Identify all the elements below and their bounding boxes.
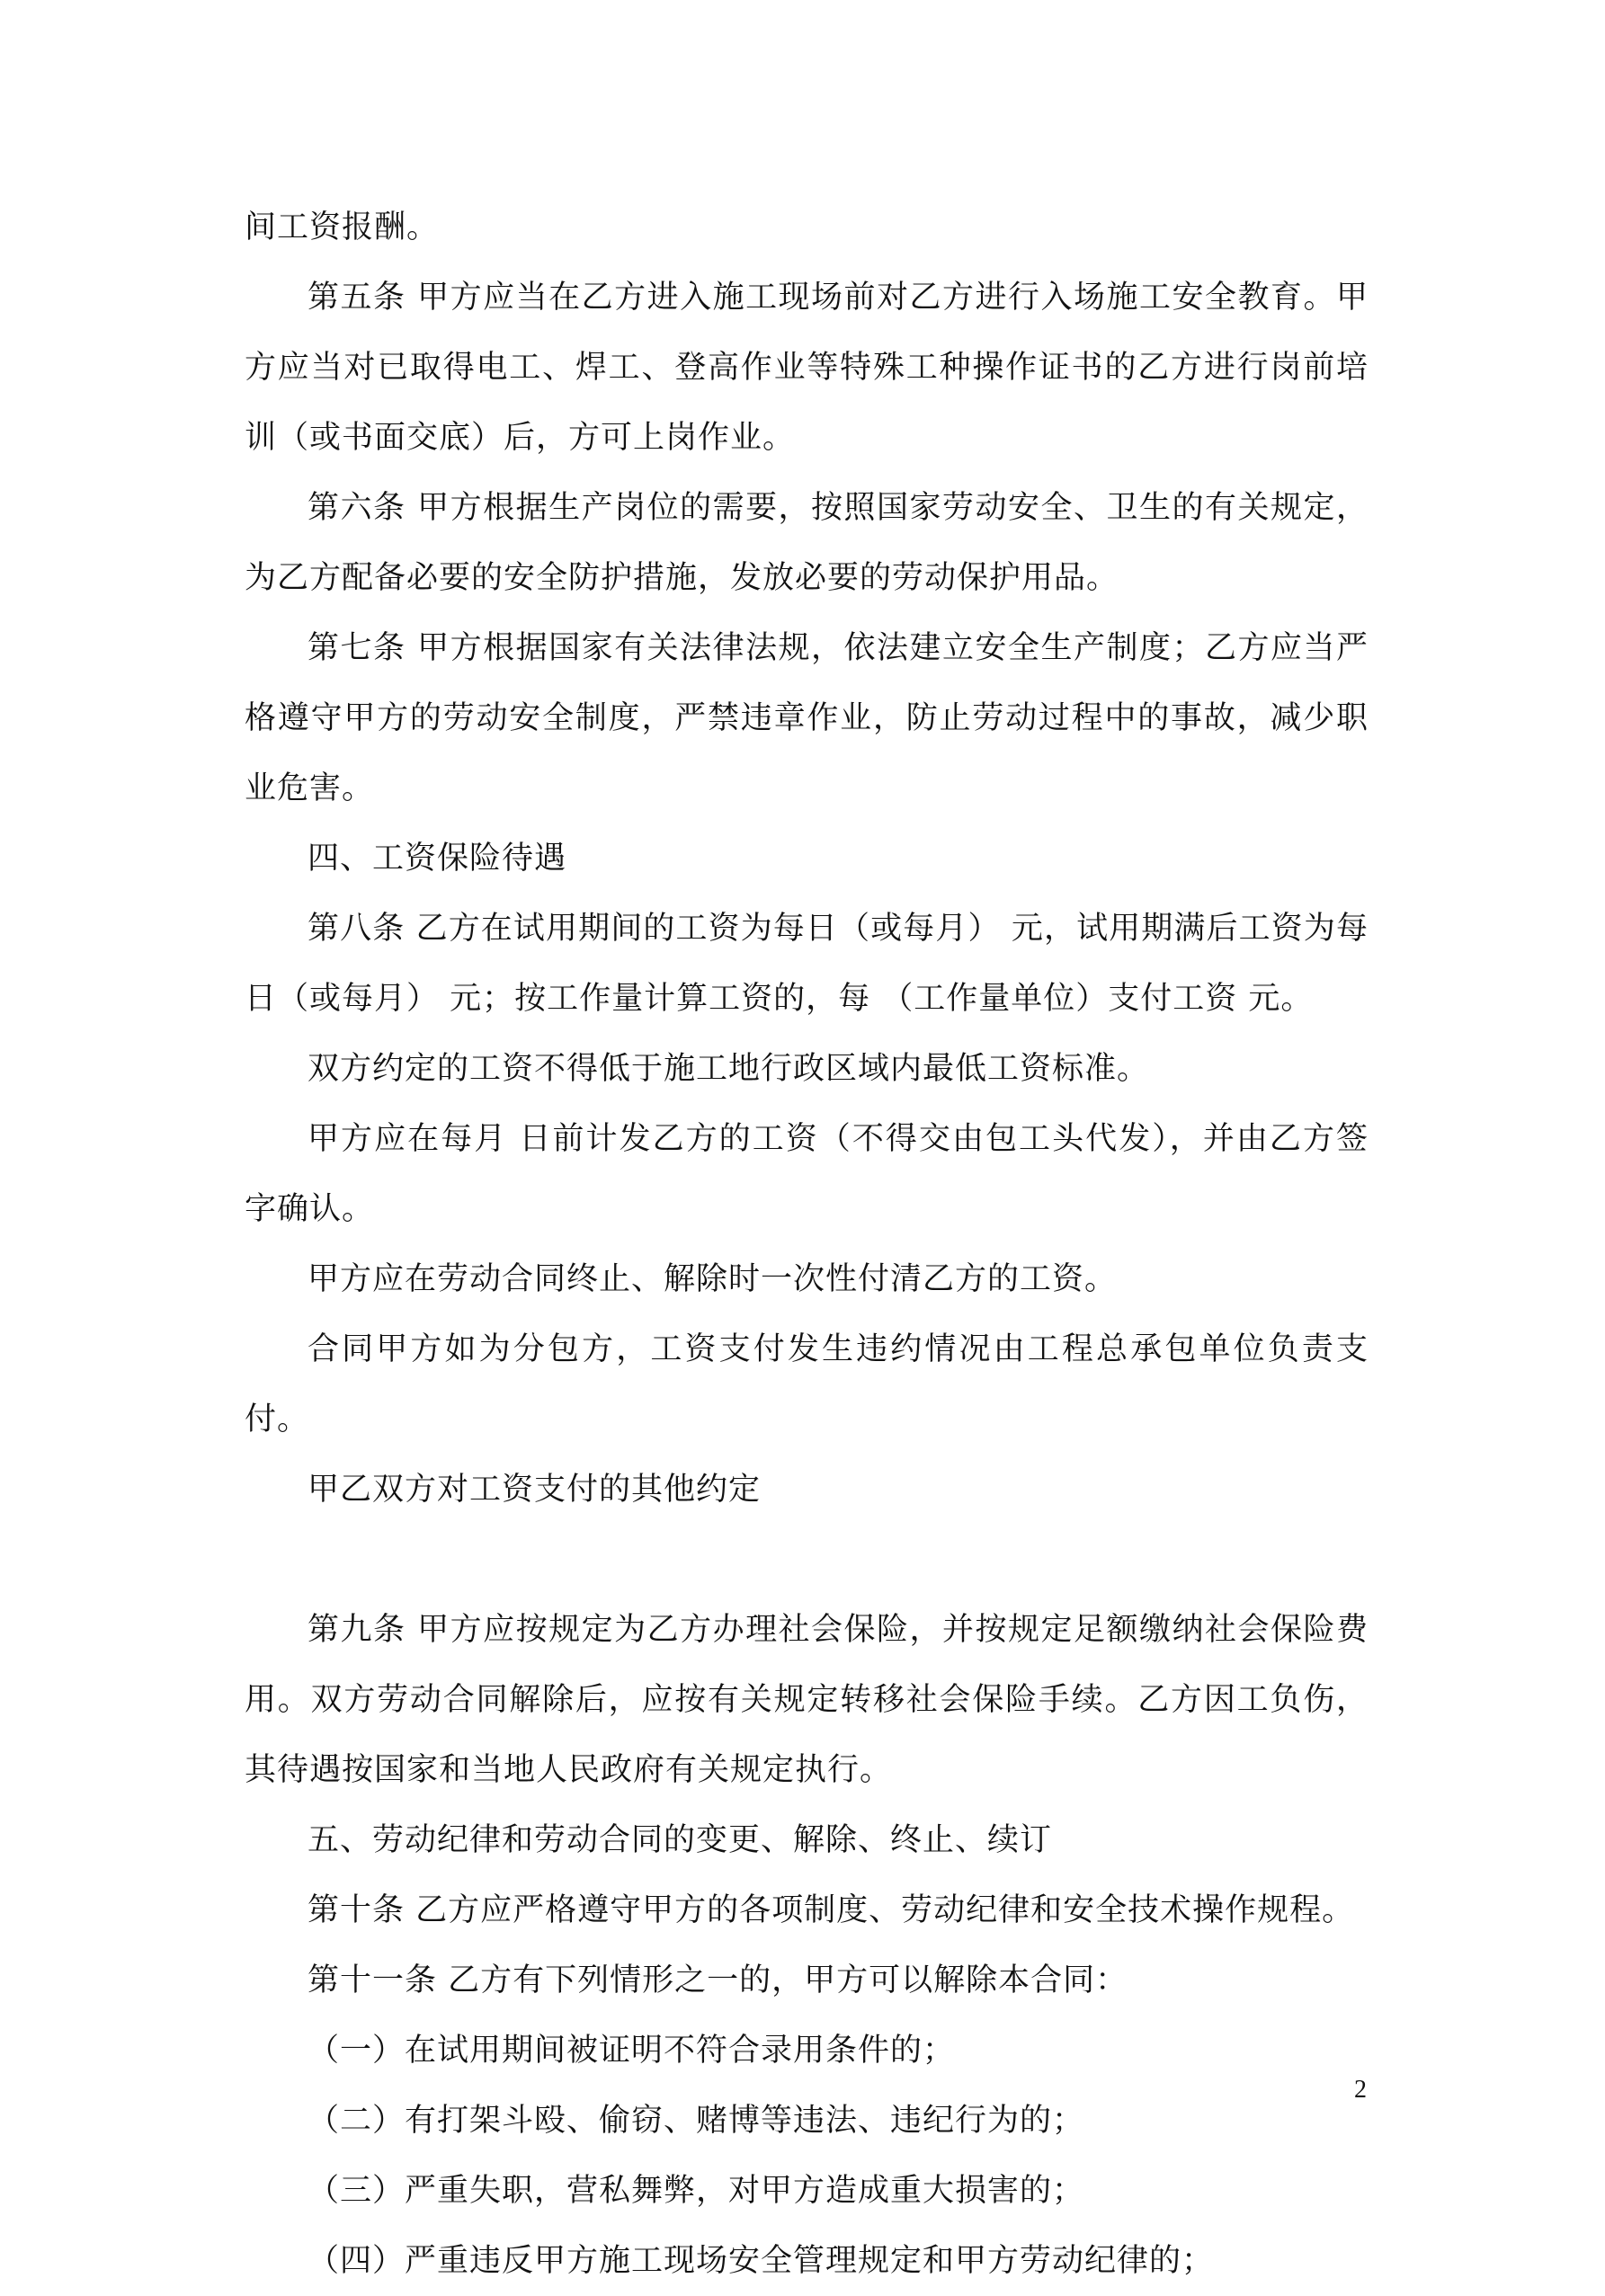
article-11-item-2: （二）有打架斗殴、偷窃、赌博等违法、违纪行为的； (308, 2103, 1085, 2139)
paragraph-continuation: 间工资报酬。 (245, 209, 440, 245)
article-7: 第七条 甲方根据国家有关法律法规，依法建立安全生产制度；乙方应当严格遵守甲方的劳动安全制度，严禁违章作业，防止劳动过程中的事故，减少职业危害。 (245, 630, 1369, 806)
subcontractor-wage-clause: 合同甲方如为分包方，工资支付发生违约情况由工程总承包单位负责支付。 (245, 1331, 1369, 1437)
minimum-wage-clause: 双方约定的工资不得低于施工地行政区域内最低工资标准。 (308, 1051, 1150, 1087)
page-number: 2 (1354, 2076, 1367, 2104)
wage-payment-date-clause: 甲方应在每月 日前计发乙方的工资（不得交由包工头代发），并由乙方签字确认。 (245, 1121, 1369, 1227)
article-8: 第八条 乙方在试用期间的工资为每日（或每月） 元，试用期满后工资为每日（或每月） 元；按工作量计算工资的，每 （工作量单位）支付工资 元。 (245, 911, 1369, 1017)
article-11-item-4: （四）严重违反甲方施工现场安全管理规定和甲方劳动纪律的； (308, 2243, 1215, 2279)
article-11: 第十一条 乙方有下列情形之一的，甲方可以解除本合同： (308, 1962, 1128, 1998)
article-10: 第十条 乙方应严格遵守甲方的各项制度、劳动纪律和安全技术操作规程。 (308, 1892, 1355, 1928)
section-heading-wages-insurance: 四、工资保险待遇 (308, 841, 567, 877)
section-heading-discipline-contract: 五、劳动纪律和劳动合同的变更、解除、终止、续订 (308, 1822, 1053, 1858)
article-6: 第六条 甲方根据生产岗位的需要，按照国家劳动安全、卫生的有关规定，为乙方配备必要的安全防护措施，发放必要的劳动保护用品。 (245, 490, 1369, 596)
document-body (245, 192, 1369, 2296)
article-5: 第五条 甲方应当在乙方进入施工现场前对乙方进行入场施工安全教育。甲方应当对已取得电工、焊工、登高作业等特殊工种操作证书的乙方进行岗前培训（或书面交底）后，方可上岗作业。 (245, 280, 1369, 456)
article-11-item-1: （一）在试用期间被证明不符合录用条件的； (308, 2033, 956, 2069)
final-wage-clause: 甲方应在劳动合同终止、解除时一次性付清乙方的工资。 (308, 1261, 1118, 1297)
article-11-item-3: （三）严重失职，营私舞弊，对甲方造成重大损害的； (308, 2173, 1085, 2209)
article-9: 第九条 甲方应按规定为乙方办理社会保险，并按规定足额缴纳社会保险费用。双方劳动合同解除后，应按有关规定转移社会保险手续。乙方因工负伤，其待遇按国家和当地人民政府有关规定执行。 (245, 1612, 1369, 1788)
other-wage-agreement: 甲乙双方对工资支付的其他约定 (308, 1472, 762, 1508)
